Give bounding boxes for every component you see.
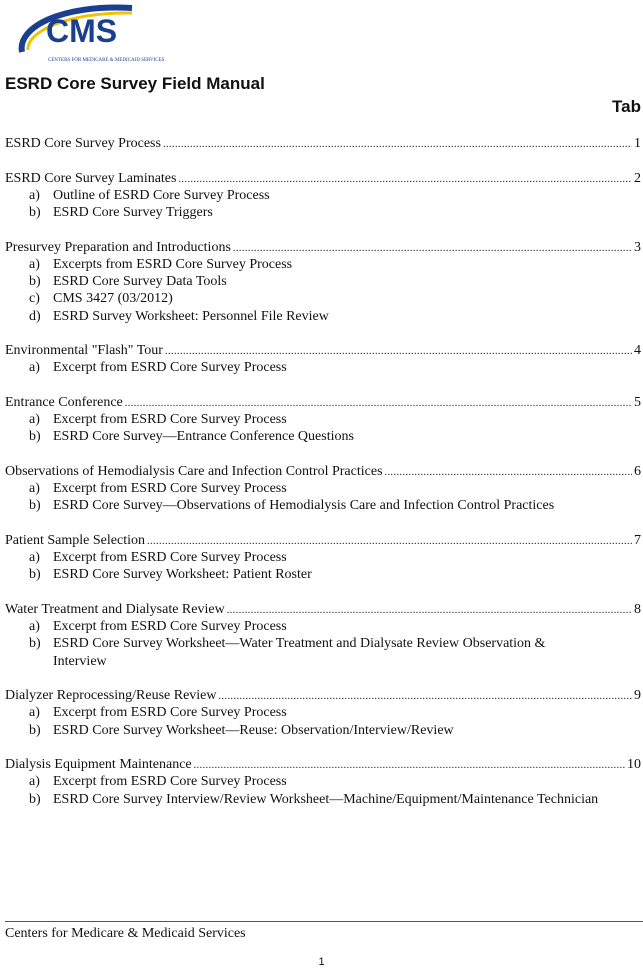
footer-text: Centers for Medicare & Medicaid Services xyxy=(5,926,246,941)
toc-entry-label: Entrance Conference xyxy=(5,394,123,410)
subitem-text: Excerpts from ESRD Core Survey Process xyxy=(53,256,293,272)
subitem-marker: a) xyxy=(29,550,40,565)
subitem-text: Outline of ESRD Core Survey Process xyxy=(53,187,270,203)
toc-subitem xyxy=(5,273,641,290)
subitem-text: ESRD Core Survey—Observations of Hemodialysis Care and Infection Control Practices xyxy=(53,498,555,514)
toc-section xyxy=(5,170,641,222)
toc-entry[interactable] xyxy=(5,601,641,618)
toc-entry[interactable] xyxy=(5,756,641,773)
toc-entry-label: Presurvey Preparation and Introductions xyxy=(5,239,231,255)
subitem-marker: b) xyxy=(29,429,41,445)
subitem-marker: b) xyxy=(29,498,41,514)
tab-column-header: Tab xyxy=(612,97,641,116)
document-title: ESRD Core Survey Field Manual xyxy=(5,74,265,93)
subitem-text: Excerpt from ESRD Core Survey Process xyxy=(53,705,287,721)
toc-subitem xyxy=(5,722,641,739)
leader-dots xyxy=(165,347,632,357)
toc-subitem xyxy=(5,187,641,204)
toc-entry-tab: 9 xyxy=(634,688,641,703)
leader-dots xyxy=(194,761,625,771)
toc-section xyxy=(5,756,641,808)
toc-subitem xyxy=(5,204,641,221)
leader-dots xyxy=(219,692,633,702)
subitem-text: ESRD Core Survey Interview/Review Worksheet—Machine/Equipment/Maintenance Technician xyxy=(53,791,599,807)
toc-subitem xyxy=(5,480,641,497)
leader-dots xyxy=(163,140,632,150)
toc-subitem xyxy=(5,308,641,325)
toc-entry-label: ESRD Core Survey Process xyxy=(5,136,161,151)
subitem-marker: a) xyxy=(29,412,40,427)
leader-dots xyxy=(125,399,632,409)
toc-entry-label: Water Treatment and Dialysate Review xyxy=(5,601,225,617)
toc-section xyxy=(5,135,641,152)
toc-entry-label: Patient Sample Selection xyxy=(5,532,145,548)
subitem-text: Excerpt from ESRD Core Survey Process xyxy=(53,619,287,634)
subitem-marker: b) xyxy=(29,274,41,289)
toc-entry-tab: 2 xyxy=(634,170,641,186)
toc-entry-tab: 4 xyxy=(634,343,641,358)
subitem-text: ESRD Core Survey—Entrance Conference Questions xyxy=(53,429,354,445)
toc-entry-label: Dialysis Equipment Maintenance xyxy=(5,757,192,772)
subitem-text: ESRD Core Survey Worksheet—Reuse: Observation/Interview/Review xyxy=(53,722,454,738)
toc-entry[interactable] xyxy=(5,170,641,187)
subitem-marker: a) xyxy=(29,619,40,634)
toc-entry-tab: 10 xyxy=(627,757,641,772)
subitem-text: ESRD Core Survey Triggers xyxy=(53,205,213,220)
toc-section xyxy=(5,342,641,377)
subitem-marker: a) xyxy=(29,187,40,203)
toc-subitem xyxy=(5,359,641,376)
toc-entry-label: Environmental "Flash" Tour xyxy=(5,343,163,358)
table-of-contents xyxy=(5,135,641,825)
subitem-text: Excerpt from ESRD Core Survey Process xyxy=(53,481,287,496)
svg-text:CMS: CMS xyxy=(46,13,118,49)
toc-subitem xyxy=(5,635,641,670)
toc-section xyxy=(5,687,641,739)
subitem-marker: c) xyxy=(29,291,40,307)
toc-section xyxy=(5,601,641,670)
toc-section xyxy=(5,239,641,325)
subitem-marker: b) xyxy=(29,205,41,220)
leader-dots xyxy=(178,175,632,185)
cms-logo xyxy=(12,2,187,64)
subitem-text: ESRD Core Survey Worksheet: Patient Roster xyxy=(53,567,312,583)
toc-subitem xyxy=(5,566,641,583)
subitem-text: Excerpt from ESRD Core Survey Process xyxy=(53,360,287,376)
toc-entry-tab: 6 xyxy=(634,463,641,479)
subitem-marker: d) xyxy=(29,308,41,324)
svg-text:CENTERS FOR MEDICARE & MEDICAI: CENTERS FOR MEDICARE & MEDICAID SERVICES xyxy=(48,58,165,63)
toc-entry[interactable] xyxy=(5,135,641,152)
toc-entry-tab: 3 xyxy=(634,239,641,255)
subitem-text: ESRD Core Survey Data Tools xyxy=(53,274,227,289)
subitem-text: ESRD Core Survey Worksheet—Water Treatment and Dialysate Review Observation & Interview xyxy=(53,636,546,669)
toc-subitem xyxy=(5,256,641,273)
leader-dots xyxy=(385,468,632,478)
toc-subitem xyxy=(5,791,641,808)
toc-entry[interactable] xyxy=(5,532,641,549)
leader-dots xyxy=(233,244,632,254)
toc-subitem xyxy=(5,618,641,635)
toc-subitem xyxy=(5,704,641,721)
toc-entry-tab: 5 xyxy=(634,394,641,410)
toc-entry-label: Observations of Hemodialysis Care and Infection Control Practices xyxy=(5,463,383,479)
page-number: 1 xyxy=(318,956,325,968)
subitem-marker: a) xyxy=(29,705,40,721)
leader-dots xyxy=(147,537,632,547)
subitem-text: Excerpt from ESRD Core Survey Process xyxy=(53,412,287,427)
toc-entry-tab: 7 xyxy=(634,532,641,548)
toc-subitem xyxy=(5,773,641,790)
toc-section xyxy=(5,394,641,446)
leader-dots xyxy=(227,606,632,616)
toc-subitem xyxy=(5,549,641,566)
toc-entry[interactable] xyxy=(5,239,641,256)
footer-divider xyxy=(5,921,643,922)
subitem-text: Excerpt from ESRD Core Survey Process xyxy=(53,774,287,790)
toc-subitem xyxy=(5,411,641,428)
toc-entry-tab: 8 xyxy=(634,601,641,617)
toc-entry[interactable] xyxy=(5,463,641,480)
toc-entry-label: ESRD Core Survey Laminates xyxy=(5,170,177,186)
subitem-marker: b) xyxy=(29,791,41,807)
subitem-marker: a) xyxy=(29,360,40,376)
subitem-text: Excerpt from ESRD Core Survey Process xyxy=(53,550,287,565)
subitem-text: CMS 3427 (03/2012) xyxy=(53,291,173,307)
toc-subitem xyxy=(5,428,641,445)
toc-section xyxy=(5,532,641,584)
toc-entry-label: Dialyzer Reprocessing/Reuse Review xyxy=(5,688,217,703)
subitem-marker: a) xyxy=(29,774,40,790)
subitem-marker: a) xyxy=(29,481,40,496)
toc-subitem xyxy=(5,290,641,307)
toc-entry[interactable] xyxy=(5,394,641,411)
toc-section xyxy=(5,463,641,515)
subitem-text: ESRD Survey Worksheet: Personnel File Review xyxy=(53,308,329,324)
toc-subitem xyxy=(5,497,641,514)
subitem-marker: b) xyxy=(29,636,41,652)
toc-entry-tab: 1 xyxy=(634,136,641,151)
subitem-marker: b) xyxy=(29,722,41,738)
toc-entry[interactable] xyxy=(5,342,641,359)
toc-entry[interactable] xyxy=(5,687,641,704)
subitem-marker: a) xyxy=(29,256,40,272)
subitem-marker: b) xyxy=(29,567,41,583)
